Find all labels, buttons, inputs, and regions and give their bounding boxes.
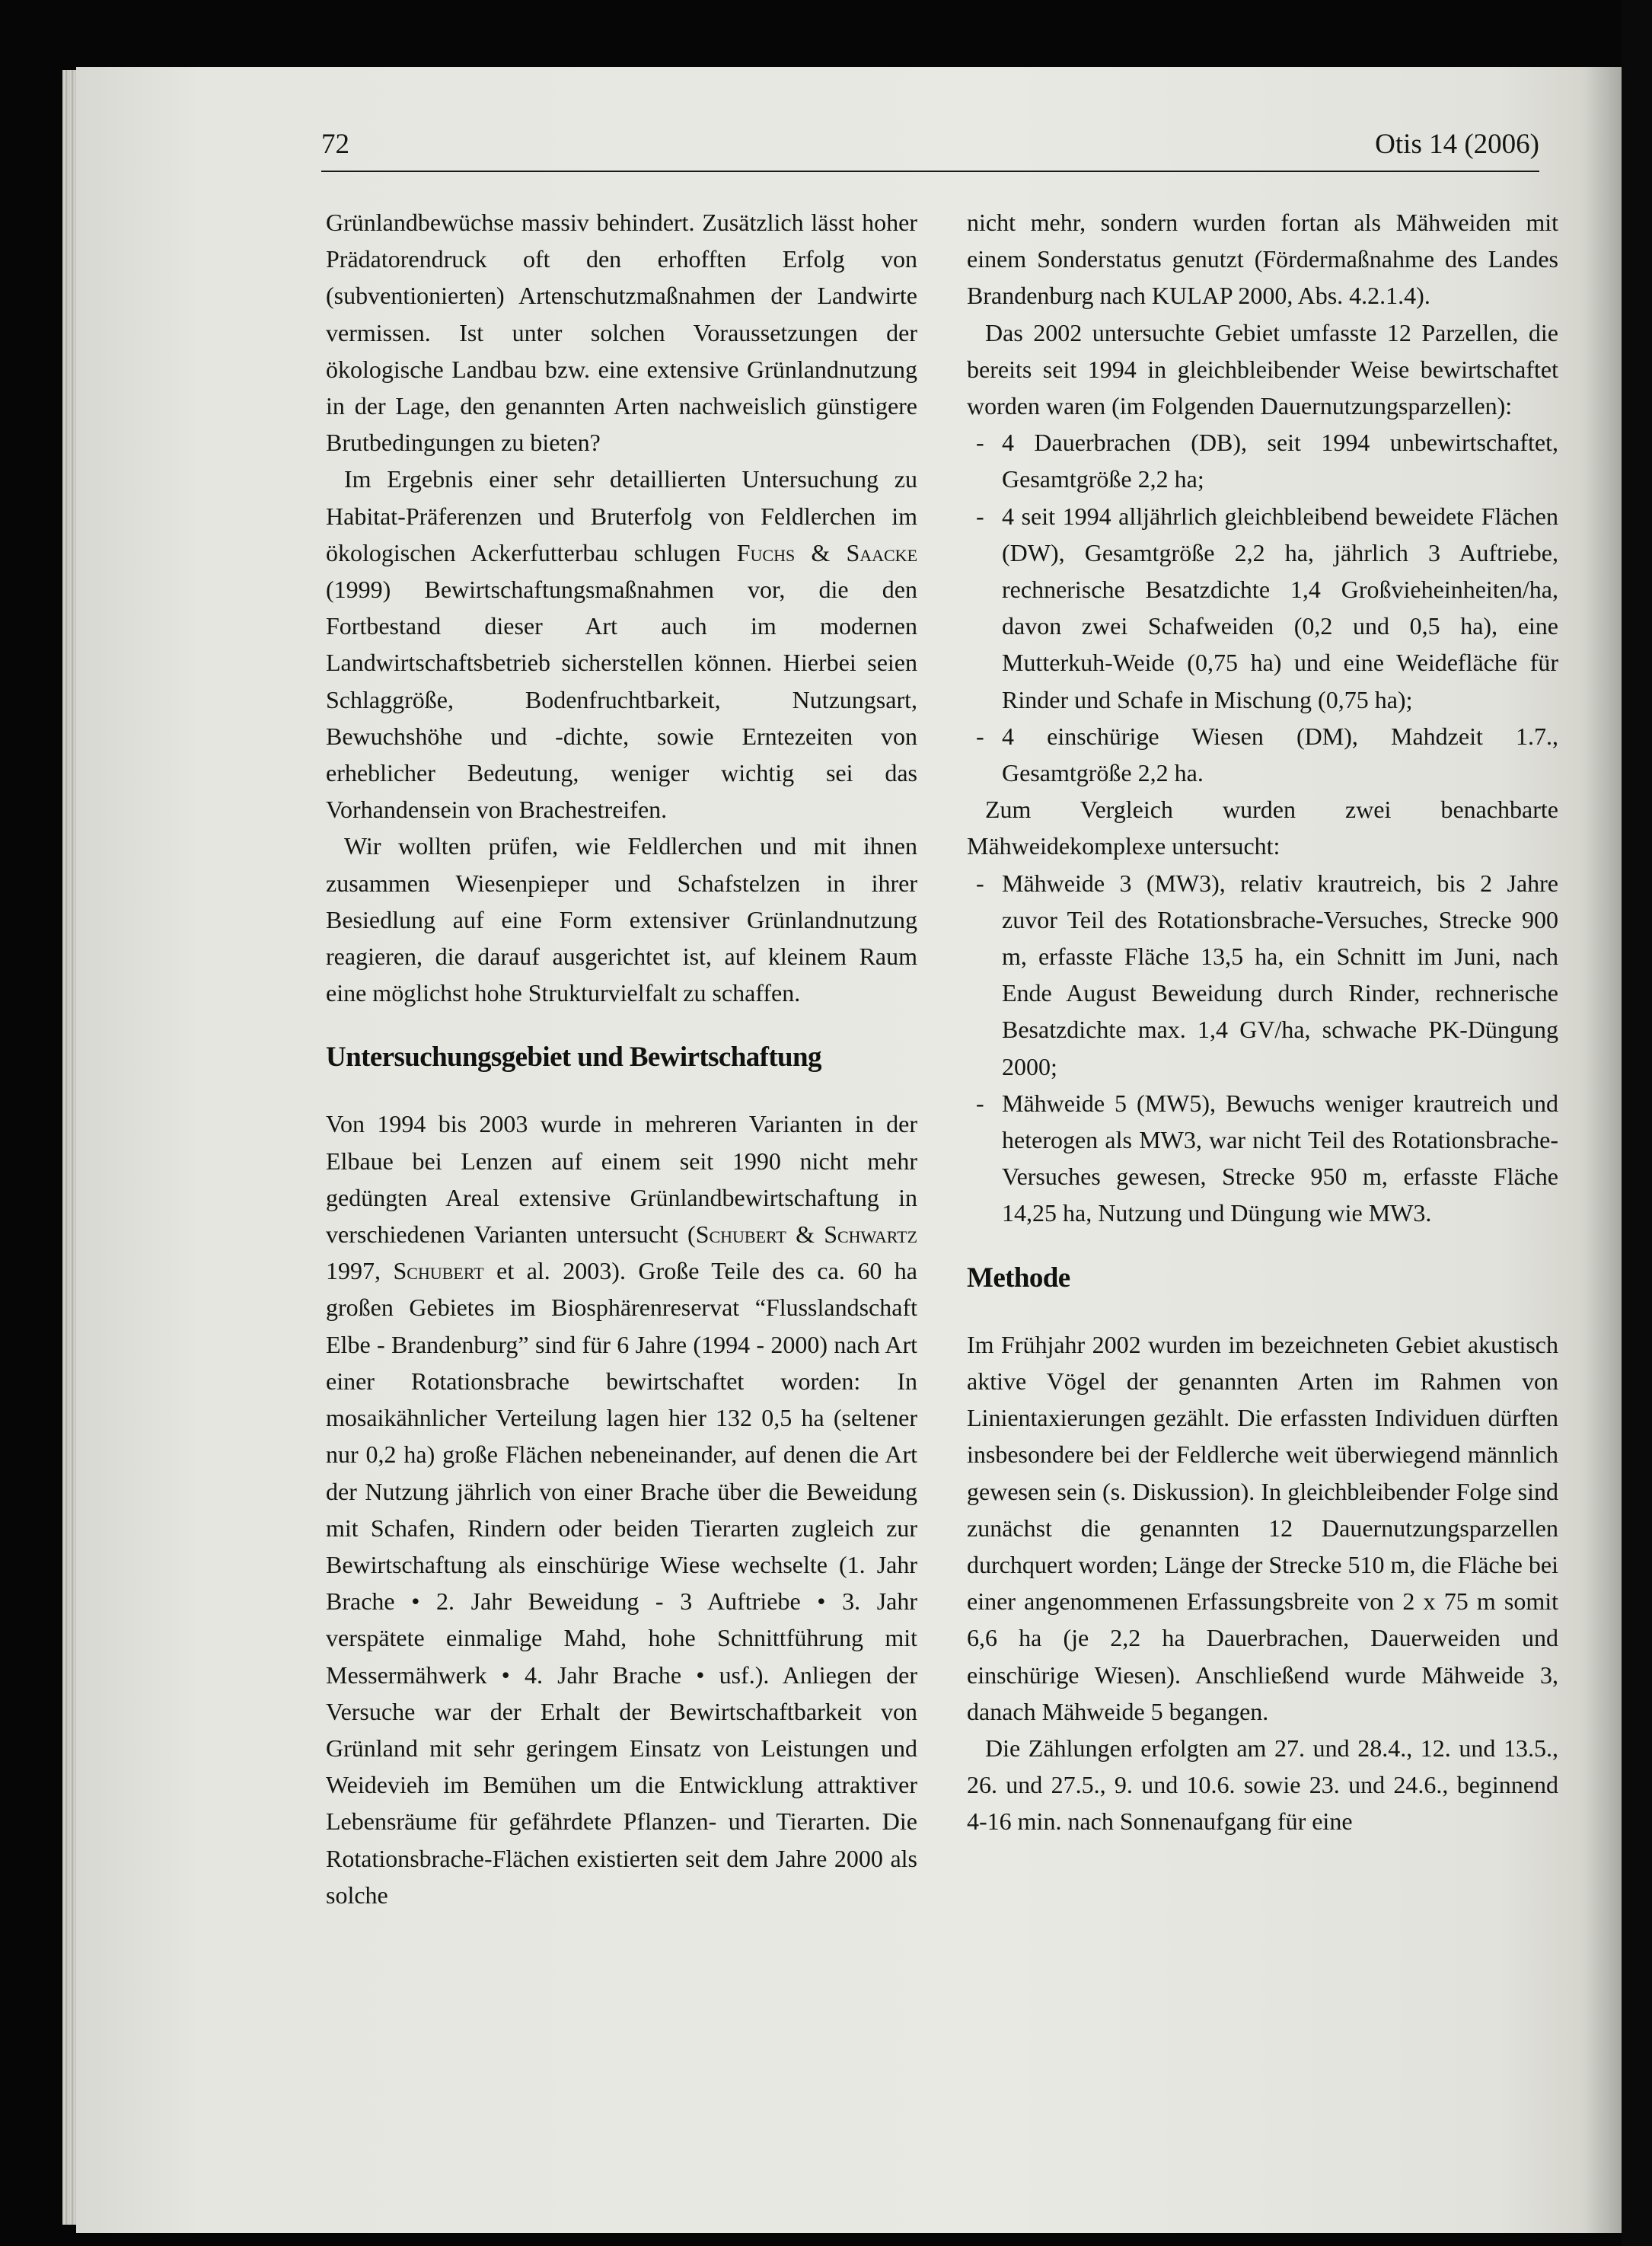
- paragraph: nicht mehr, sondern wurden fortan als Mähweiden mit einem Sonderstatus genutzt (Fördermaßnahme des Landes Brandenburg nach KULAP 2000, Abs. 4.2.1.4).: [967, 209, 1558, 310]
- paragraph: [326, 461, 917, 828]
- running-head: [321, 128, 1539, 174]
- list-item-text: Mähweide 5 (MW5), Bewuchs weniger krautreich und heterogen als MW3, war nicht Teil des Rotationsbrache-Versuches gewesen, Strecke 950 m, erfasste Fläche 14,25 ha, Nutzung und Düngung wie MW3.: [1002, 1089, 1558, 1227]
- author-name: Schubert: [393, 1257, 484, 1285]
- list-dash: -: [976, 1089, 984, 1117]
- list-item: [967, 498, 1558, 718]
- right-column: [967, 204, 1558, 1840]
- text-run: et al. 2003). Große Teile des ca. 60 ha großen Gebietes im Biosphärenreservat “Flusslandschaft Elbe - Brandenburg” sind für 6 Jahre (1994 - 2000) nach Art einer Rotationsbrache bewirtschaftet worden: In mosaikähnlicher Verteilung lagen hier 132 0,5 ha (seltener nur 0,2 ha) große Flächen nebeneinander, auf denen die Art der Nutzung jährlich von einer Brache über die Beweidung mit Schafen, Rindern oder beiden Tierarten zugleich zur Bewirtschaftung als einschürige Wiese wechselte (1. Jahr Brache • 2. Jahr Beweidung - 3 Auftriebe • 3. Jahr verspätete einmalige Mahd, hohe Schnittführung mit Messermähwerk • 4. Jahr Brache • usf.). Anliegen der Versuche war der Erhalt der Bewirtschaftbarkeit von Grünland mit sehr geringem Einsatz von Leistungen und Weidevieh im Bemühen um die Entwicklung attraktiver Lebensräume für gefährdete Pflanzen- und Tierarten. Die Rotationsbrache-Flächen existierten seit dem Jahre 2000 als solche: [326, 1257, 917, 1909]
- plot-list: [967, 424, 1558, 791]
- author-name: Fuchs: [736, 538, 796, 566]
- paragraph: Zum Vergleich wurden zwei benachbarte Mähweidekomplexe untersucht:: [967, 796, 1558, 860]
- text-run: &: [786, 1220, 824, 1249]
- paragraph: Grünlandbewüchse massiv behindert. Zusätzlich lässt hoher Prädatorendruck oft den erhofften Erfolg von (subventionierten) Artenschutzmaßnahmen der Landwirte vermissen. Ist unter solchen Voraussetzungen der ökologische Landbau bzw. eine extensive Grünlandnutzung in der Lage, den genannten Arten nachweislich günstigere Brutbedingungen zu bieten?: [326, 209, 917, 457]
- list-item: [967, 718, 1558, 791]
- text-run: Im Ergebnis einer sehr detaillierten Untersuchung zu Habitat-Präferenzen und Bruterfolg von Feldlerchen im ökologischen Ackerfutterbau schlugen: [326, 465, 917, 566]
- gutter-shadow: [1583, 67, 1622, 2233]
- header-rule: [321, 171, 1539, 172]
- author-name: Schwartz: [824, 1220, 918, 1249]
- paragraph: Im Frühjahr 2002 wurden im bezeichneten Gebiet akustisch aktive Vögel der genannten Arten im Rahmen von Linientaxierungen gezählt. Die erfassten Individuen dürften insbesondere bei der Feldlerche weit überwiegend männlich gewesen sein (s. Diskussion). In gleichbleibender Folge sind zunächst die genannten 12 Dauernutzungsparzellen durchquert worden; Länge der Strecke 510 m, die Fläche bei einer angenommenen Erfassungsbreite von 2 x 75 m somit 6,6 ha (je 2,2 ha Dauerbrachen, Dauerweiden und einschürige Wiesen). Anschließend wurde Mähweide 3, danach Mähweide 5 begangen.: [967, 1330, 1558, 1725]
- list-item-text: 4 seit 1994 alljährlich gleichbleibend beweidete Flächen (DW), Gesamtgröße 2,2 ha, jährlich 3 Auftriebe, rechnerische Besatzdichte 1,4 Großvieheinheiten/ha, davon zwei Schafweiden (0,2 und 0,5 ha), eine Mutterkuh-Weide (0,75 ha) und eine Weidefläche für Rinder und Schafe in Mischung (0,75 ha);: [1002, 502, 1558, 713]
- paragraph: Das 2002 untersuchte Gebiet umfasste 12 Parzellen, die bereits seit 1994 in gleichbleibender Weise bewirtschaftet worden waren (im Folgenden Dauernutzungsparzellen):: [967, 318, 1558, 420]
- scan-border: [1622, 0, 1652, 2246]
- list-item: [967, 1085, 1558, 1232]
- paragraph: Die Zählungen erfolgten am 27. und 28.4., 12. und 13.5., 26. und 27.5., 9. und 10.6. sowie 23. und 24.6., beginnend 4-16 min. nach Sonnenaufgang für eine: [967, 1734, 1558, 1836]
- comparison-list: [967, 865, 1558, 1232]
- text-run: Von 1994 bis 2003 wurde in mehreren Varianten in der Elbaue bei Lenzen auf einem seit 1990 nicht mehr gedüngten Areal extensive Grünlandbewirtschaftung in verschiedenen Varianten untersucht (: [326, 1110, 917, 1249]
- left-column: [326, 204, 917, 1913]
- list-dash: -: [976, 502, 984, 530]
- paragraph: Wir wollten prüfen, wie Feldlerchen und mit ihnen zusammen Wiesenpieper und Schafstelzen in ihrer Besiedlung auf eine Form extensiver Grünlandnutzung reagieren, die darauf ausgerichtet ist, auf kleinem Raum eine möglichst hohe Strukturvielfalt zu schaffen.: [326, 832, 917, 1007]
- author-name: Saacke: [846, 538, 918, 566]
- list-item-text: Mähweide 3 (MW3), relativ krautreich, bis 2 Jahre zuvor Teil des Rotationsbrache-Versuches, Strecke 900 m, erfasste Fläche 13,5 ha, ein Schnitt im Juni, nach Ende August Beweidung durch Rinder, rechnerische Besatzdichte max. 1,4 GV/ha, schwache PK-Düngung 2000;: [1002, 869, 1558, 1080]
- journal-citation: Otis 14 (2006): [1375, 129, 1539, 160]
- list-item: [967, 865, 1558, 1085]
- text-run: &: [795, 538, 847, 566]
- paragraph: [326, 1105, 917, 1913]
- list-item: [967, 424, 1558, 497]
- list-dash: -: [976, 869, 984, 897]
- page-number: 72: [321, 129, 349, 160]
- text-run: (1999) Bewirtschaftungsmaßnahmen vor, die den Fortbestand dieser Art auch im modernen Landwirtschaftsbetrieb sicherstellen können. Hierbei seien Schlaggröße, Bodenfruchtbarkeit, Nutzungsart, Bewuchshöhe und -dichte, sowie Erntezeiten von erheblicher Bedeutung, weniger wichtig sei das Vorhandensein von Brachestreifen.: [326, 576, 917, 824]
- author-name: Schubert: [695, 1220, 786, 1249]
- list-dash: -: [976, 722, 984, 750]
- list-item-text: 4 Dauerbrachen (DB), seit 1994 unbewirtschaftet, Gesamtgröße 2,2 ha;: [1002, 429, 1558, 493]
- section-heading: Untersuchungsgebiet und Bewirtschaftung: [326, 1042, 821, 1074]
- text-run: 1997,: [326, 1257, 394, 1285]
- section-heading: Methode: [967, 1262, 1070, 1294]
- list-item-text: 4 einschürige Wiesen (DM), Mahdzeit 1.7., Gesamtgröße 2,2 ha.: [1002, 722, 1558, 787]
- list-dash: -: [976, 429, 984, 457]
